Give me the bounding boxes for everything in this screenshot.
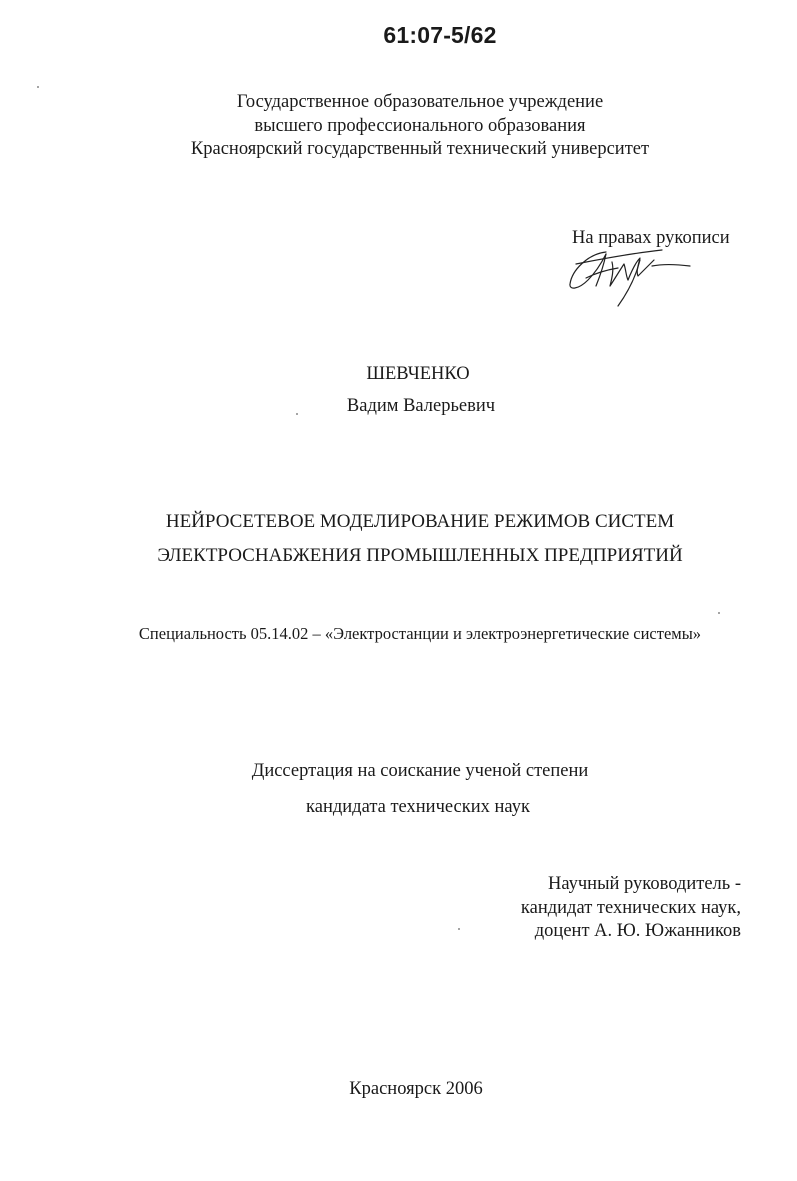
signature-icon [566,240,696,310]
author-given-names: Вадим Валерьевич [346,396,496,416]
supervisor-line-1: Научный руководитель - [548,874,741,894]
supervisor-line-2: кандидат технических наук, [520,898,741,918]
scan-speck [458,928,460,930]
institution-line-3: Красноярский государственный технический университет [190,139,650,159]
author-surname: ШЕВЧЕНКО [366,364,470,384]
specialty: Специальность 05.14.02 – «Электростанции и электроэнергетические системы» [138,624,702,643]
supervisor-line-3: доцент А. Ю. Южанников [534,921,741,941]
institution-line-1: Государственное образовательное учреждение [236,92,604,112]
degree-line-1: Диссертация на соискание ученой степени [251,761,589,781]
scan-speck [296,413,298,415]
scan-speck [37,86,39,88]
dissertation-title-line-2: ЭЛЕКТРОСНАБЖЕНИЯ ПРОМЫШЛЕННЫХ ПРЕДПРИЯТИЙ [157,545,683,566]
degree-line-2: кандидата технических наук [306,797,530,817]
institution-line-2: высшего профессионального образования [254,116,586,136]
manuscript-note: На правах рукописи [572,228,730,248]
scan-speck [718,612,720,614]
city-year: Красноярск 2006 [349,1079,483,1099]
catalog-code: 61:07-5/62 [383,22,497,48]
dissertation-title-line-1: НЕЙРОСЕТЕВОЕ МОДЕЛИРОВАНИЕ РЕЖИМОВ СИСТЕМ [165,511,675,532]
